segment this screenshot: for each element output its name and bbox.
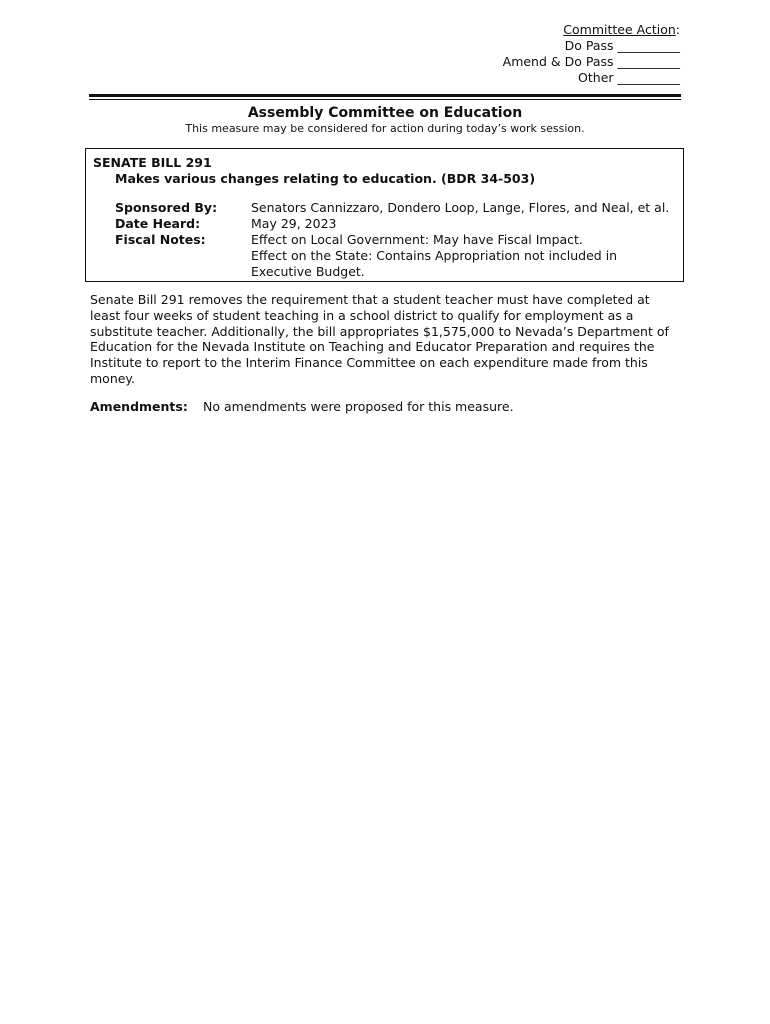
other-line: Other __________ [578,70,680,85]
bill-number: SENATE BILL 291 [93,155,212,170]
do-pass-line: Do Pass __________ [564,38,680,53]
description-line: least four weeks of student teaching in a school district to qualify for employment as a [90,307,634,323]
fiscal-notes-label: Fiscal Notes: [115,232,206,247]
date-heard-label: Date Heard: [115,216,201,231]
committee-title: Assembly Committee on Education [247,105,523,121]
amendments-label: Amendments: [90,399,188,414]
description-line: Institute to report to the Interim Finance Committee on each expenditure made from this [90,355,648,371]
committee-action-heading: Committee Action: [563,22,680,37]
header-divider-thick [89,94,681,97]
description-line: money. [90,370,136,386]
bill-description [90,292,686,387]
bill-summary: Makes various changes relating to education. (BDR 34-503) [115,171,536,186]
description-line: Education for the Nevada Institute on Teaching and Educator Preparation and requires the [90,339,655,355]
committee-subtitle: This measure may be considered for action during today’s work session. [185,122,585,135]
amendments-text: No amendments were proposed for this measure. [203,399,514,414]
fiscal-note-local: Effect on Local Government: May have Fiscal Impact. [251,232,583,247]
committee-action-block [503,22,680,86]
description-line: Senate Bill 291 removes the requirement that a student teacher must have completed at [90,292,650,307]
header-divider-thin [89,99,681,100]
date-heard-value: May 29, 2023 [251,216,337,231]
bill-summary-box [85,148,684,282]
sponsored-by-label: Sponsored By: [115,200,218,215]
description-line: substitute teacher. Additionally, the bill appropriates $1,575,000 to Nevada’s Department of [90,323,669,339]
fiscal-note-state-cont: Executive Budget. [251,264,365,279]
sponsored-by-value: Senators Cannizzaro, Dondero Loop, Lange, Flores, and Neal, et al. [251,200,670,215]
fiscal-note-state: Effect on the State: Contains Appropriation not included in [251,248,618,263]
amend-do-pass-line: Amend & Do Pass __________ [502,54,680,69]
